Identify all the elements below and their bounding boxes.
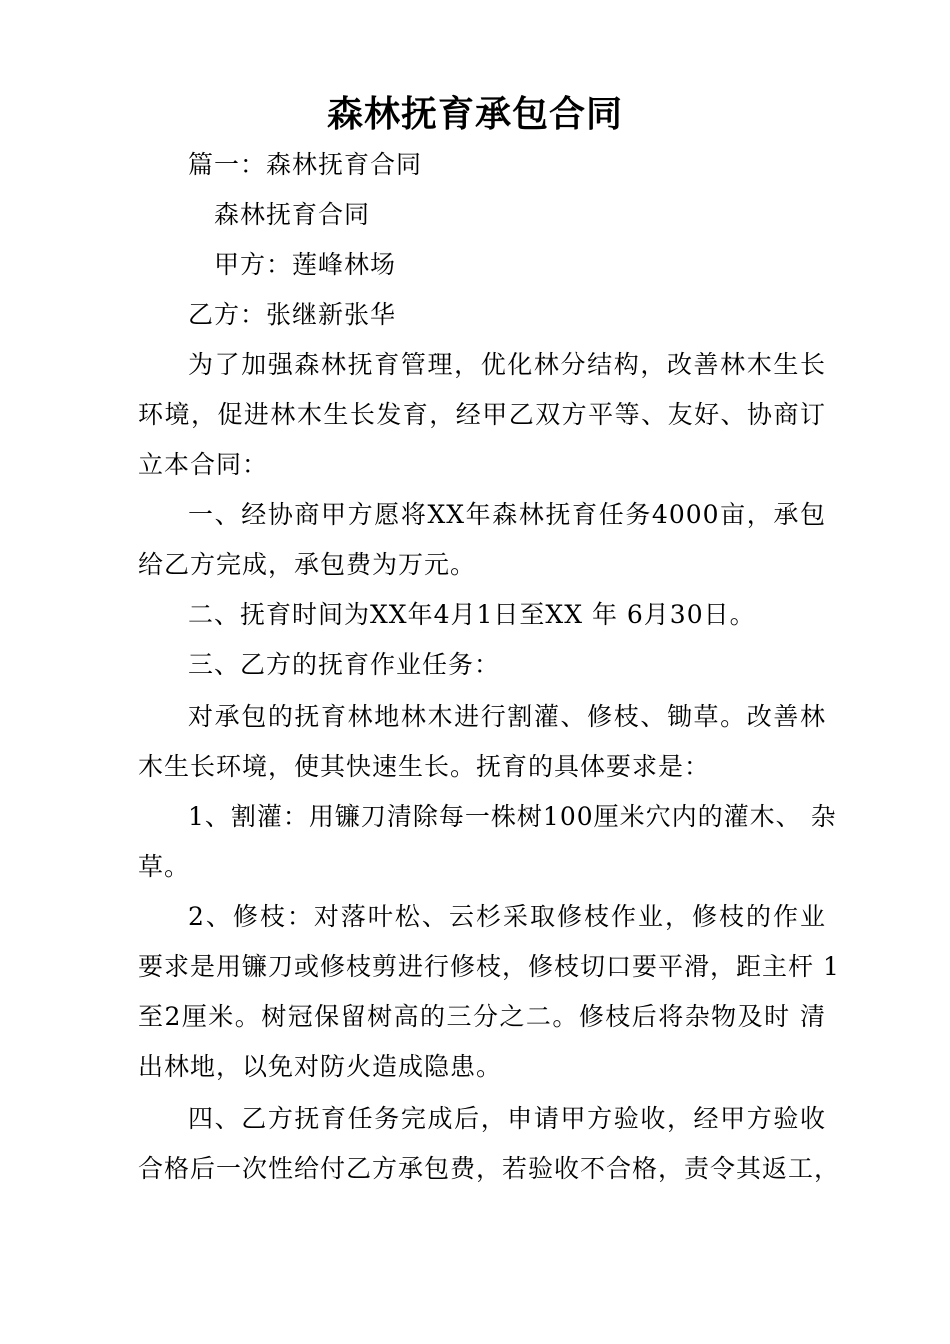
text-line: 1、割灌：用镰刀清除每一株树100厘米穴内的灌木、 杂 xyxy=(188,802,837,831)
text-line: 乙方：张继新张华 xyxy=(188,300,397,329)
text-line: 给乙方完成，承包费为万元。 xyxy=(138,550,477,579)
document-title: 森林抚育承包合同 xyxy=(326,93,623,135)
text-line: 三、乙方的抚育作业任务： xyxy=(188,650,501,679)
text-line: 草。 xyxy=(138,852,191,881)
text-line: 合格后一次性给付乙方承包费，若验收不合格，责令其返工， xyxy=(138,1154,841,1183)
text-line: 环境，促进林木生长发育，经甲乙双方平等、友好、协商订 xyxy=(138,400,826,429)
text-line: 为了加强森林抚育管理，优化林分结构，改善林木生长 xyxy=(188,350,826,379)
text-line: 至2厘米。树冠保留树高的三分之二。修枝后将杂物及时 清 xyxy=(138,1002,826,1031)
text-line: 出林地，以免对防火造成隐患。 xyxy=(138,1052,503,1081)
text-line: 甲方：莲峰林场 xyxy=(214,250,397,279)
text-line: 木生长环境，使其快速生长。抚育的具体要求是： xyxy=(138,752,711,781)
text-line: 对承包的抚育林地林木进行割灌、修枝、锄草。改善林 xyxy=(188,702,826,731)
text-line: 一、经协商甲方愿将XX年森林抚育任务4000亩，承包 xyxy=(188,500,826,529)
text-line: 森林抚育合同 xyxy=(214,200,371,229)
text-line: 2、修枝：对落叶松、云杉采取修枝作业，修枝的作业 xyxy=(188,902,826,931)
text-line: 立本合同： xyxy=(138,450,269,479)
text-line: 二、抚育时间为XX年4月1日至XX 年 6月30日。 xyxy=(188,600,756,629)
text-line: 四、乙方抚育任务完成后，申请甲方验收，经甲方验收 xyxy=(188,1104,826,1133)
text-line: 要求是用镰刀或修枝剪进行修枝，修枝切口要平滑，距主杆 1 xyxy=(138,952,840,981)
text-line: 篇一：森林抚育合同 xyxy=(188,150,423,179)
